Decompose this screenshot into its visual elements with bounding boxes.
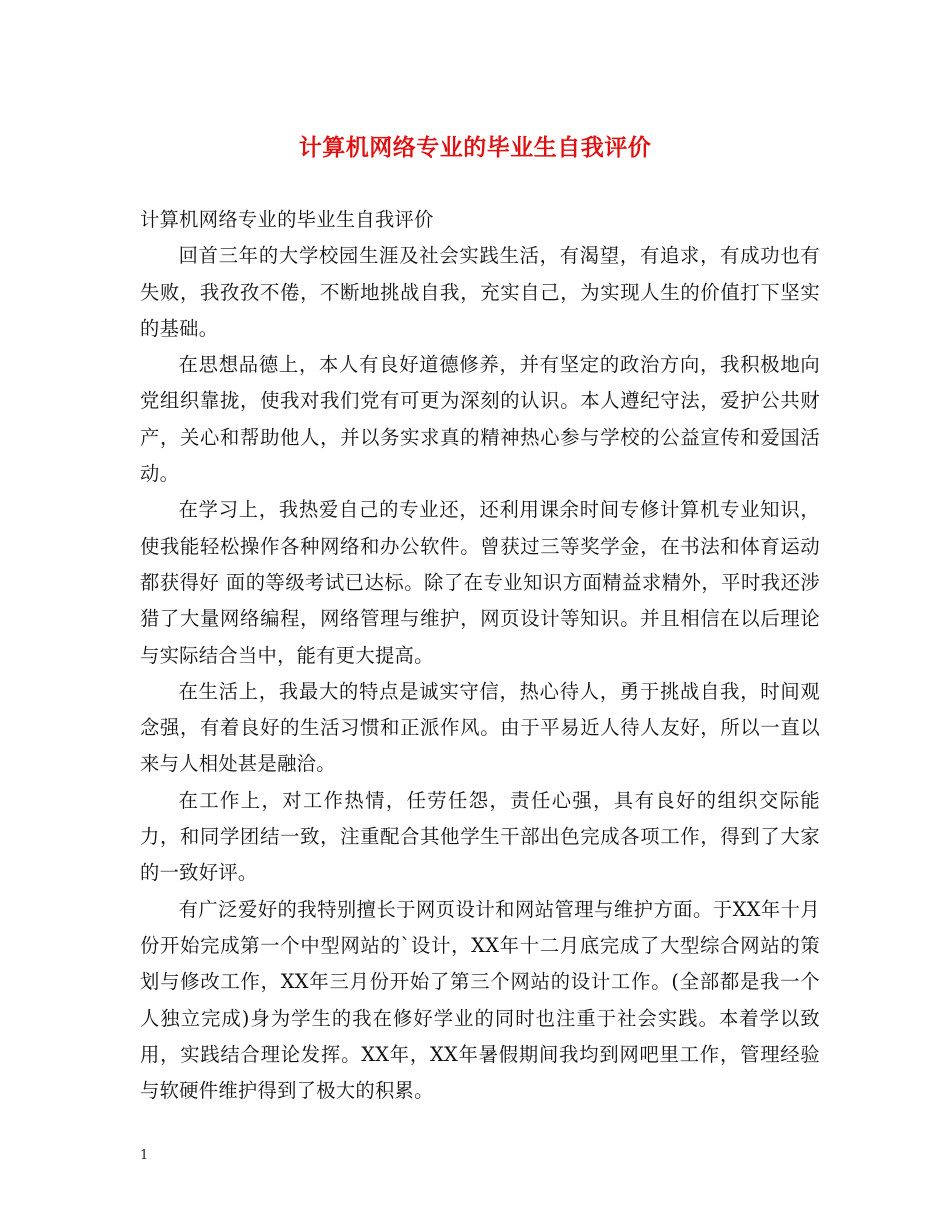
- page-number: 1: [140, 1148, 149, 1163]
- paragraph-introduction: 回首三年的大学校园生涯及社会实践生活，有渴望，有追求，有成功也有失败，我孜孜不倦，不断地挑战自我，充实自己，为实现人生的价值打下坚实的基础。: [140, 244, 820, 340]
- document-subtitle: 计算机网络专业的毕业生自我评价: [140, 208, 434, 231]
- paragraph-life: 在生活上，我最大的特点是诚实守信，热心待人，勇于挑战自我，时间观念强，有着良好的生活习惯和正派作风。由于平易近人待人友好，所以一直以来与人相处甚是融洽。: [140, 679, 820, 776]
- paragraph-study: 在学习上，我热爱自己的专业还，还利用课余时间专修计算机专业知识，使我能轻松操作各种网络和办公软件。曾获过三等奖学金，在书法和体育运动都获得好 面的等级考试已达标。除了在专业知识方面精益求精外，平时我还涉猎了大量网络编程，网络管理与维护，网页设计等知识。并且相信在以后理论与实际结合当中，能有更大提高。: [140, 498, 820, 667]
- paragraph-work: 在工作上，对工作热情，任劳任怨，责任心强，具有良好的组织交际能力，和同学团结一致，注重配合其他学生干部出色完成各项工作，得到了大家的一致好评。: [140, 788, 820, 885]
- paragraph-ideology: 在思想品德上，本人有良好道德修养，并有坚定的政治方向，我积极地向党组织靠拢，使我对我们党有可更为深刻的认识。本人遵纪守法，爱护公共财产，关心和帮助他人，并以务实求真的精神热心参与学校的公益宣传和爱国活动。: [140, 353, 820, 486]
- paragraph-web-design: 有广泛爱好的我特别擅长于网页设计和网站管理与维护方面。于XX年十月份开始完成第一个中型网站的`设计，XX年十二月底完成了大型综合网站的策划与修改工作，XX年三月份开始了第三个网站的设计工作。(全部都是我一个人独立完成)身为学生的我在修好学业的同时也注重于社会实践。本着学以致用，实践结合理论发挥。XX年，XX年暑假期间我均到网吧里工作，管理经验与软硬件维护得到了极大的积累。: [140, 897, 820, 1103]
- document-body: [140, 202, 820, 1109]
- document-title: 计算机网络专业的毕业生自我评价: [298, 134, 652, 161]
